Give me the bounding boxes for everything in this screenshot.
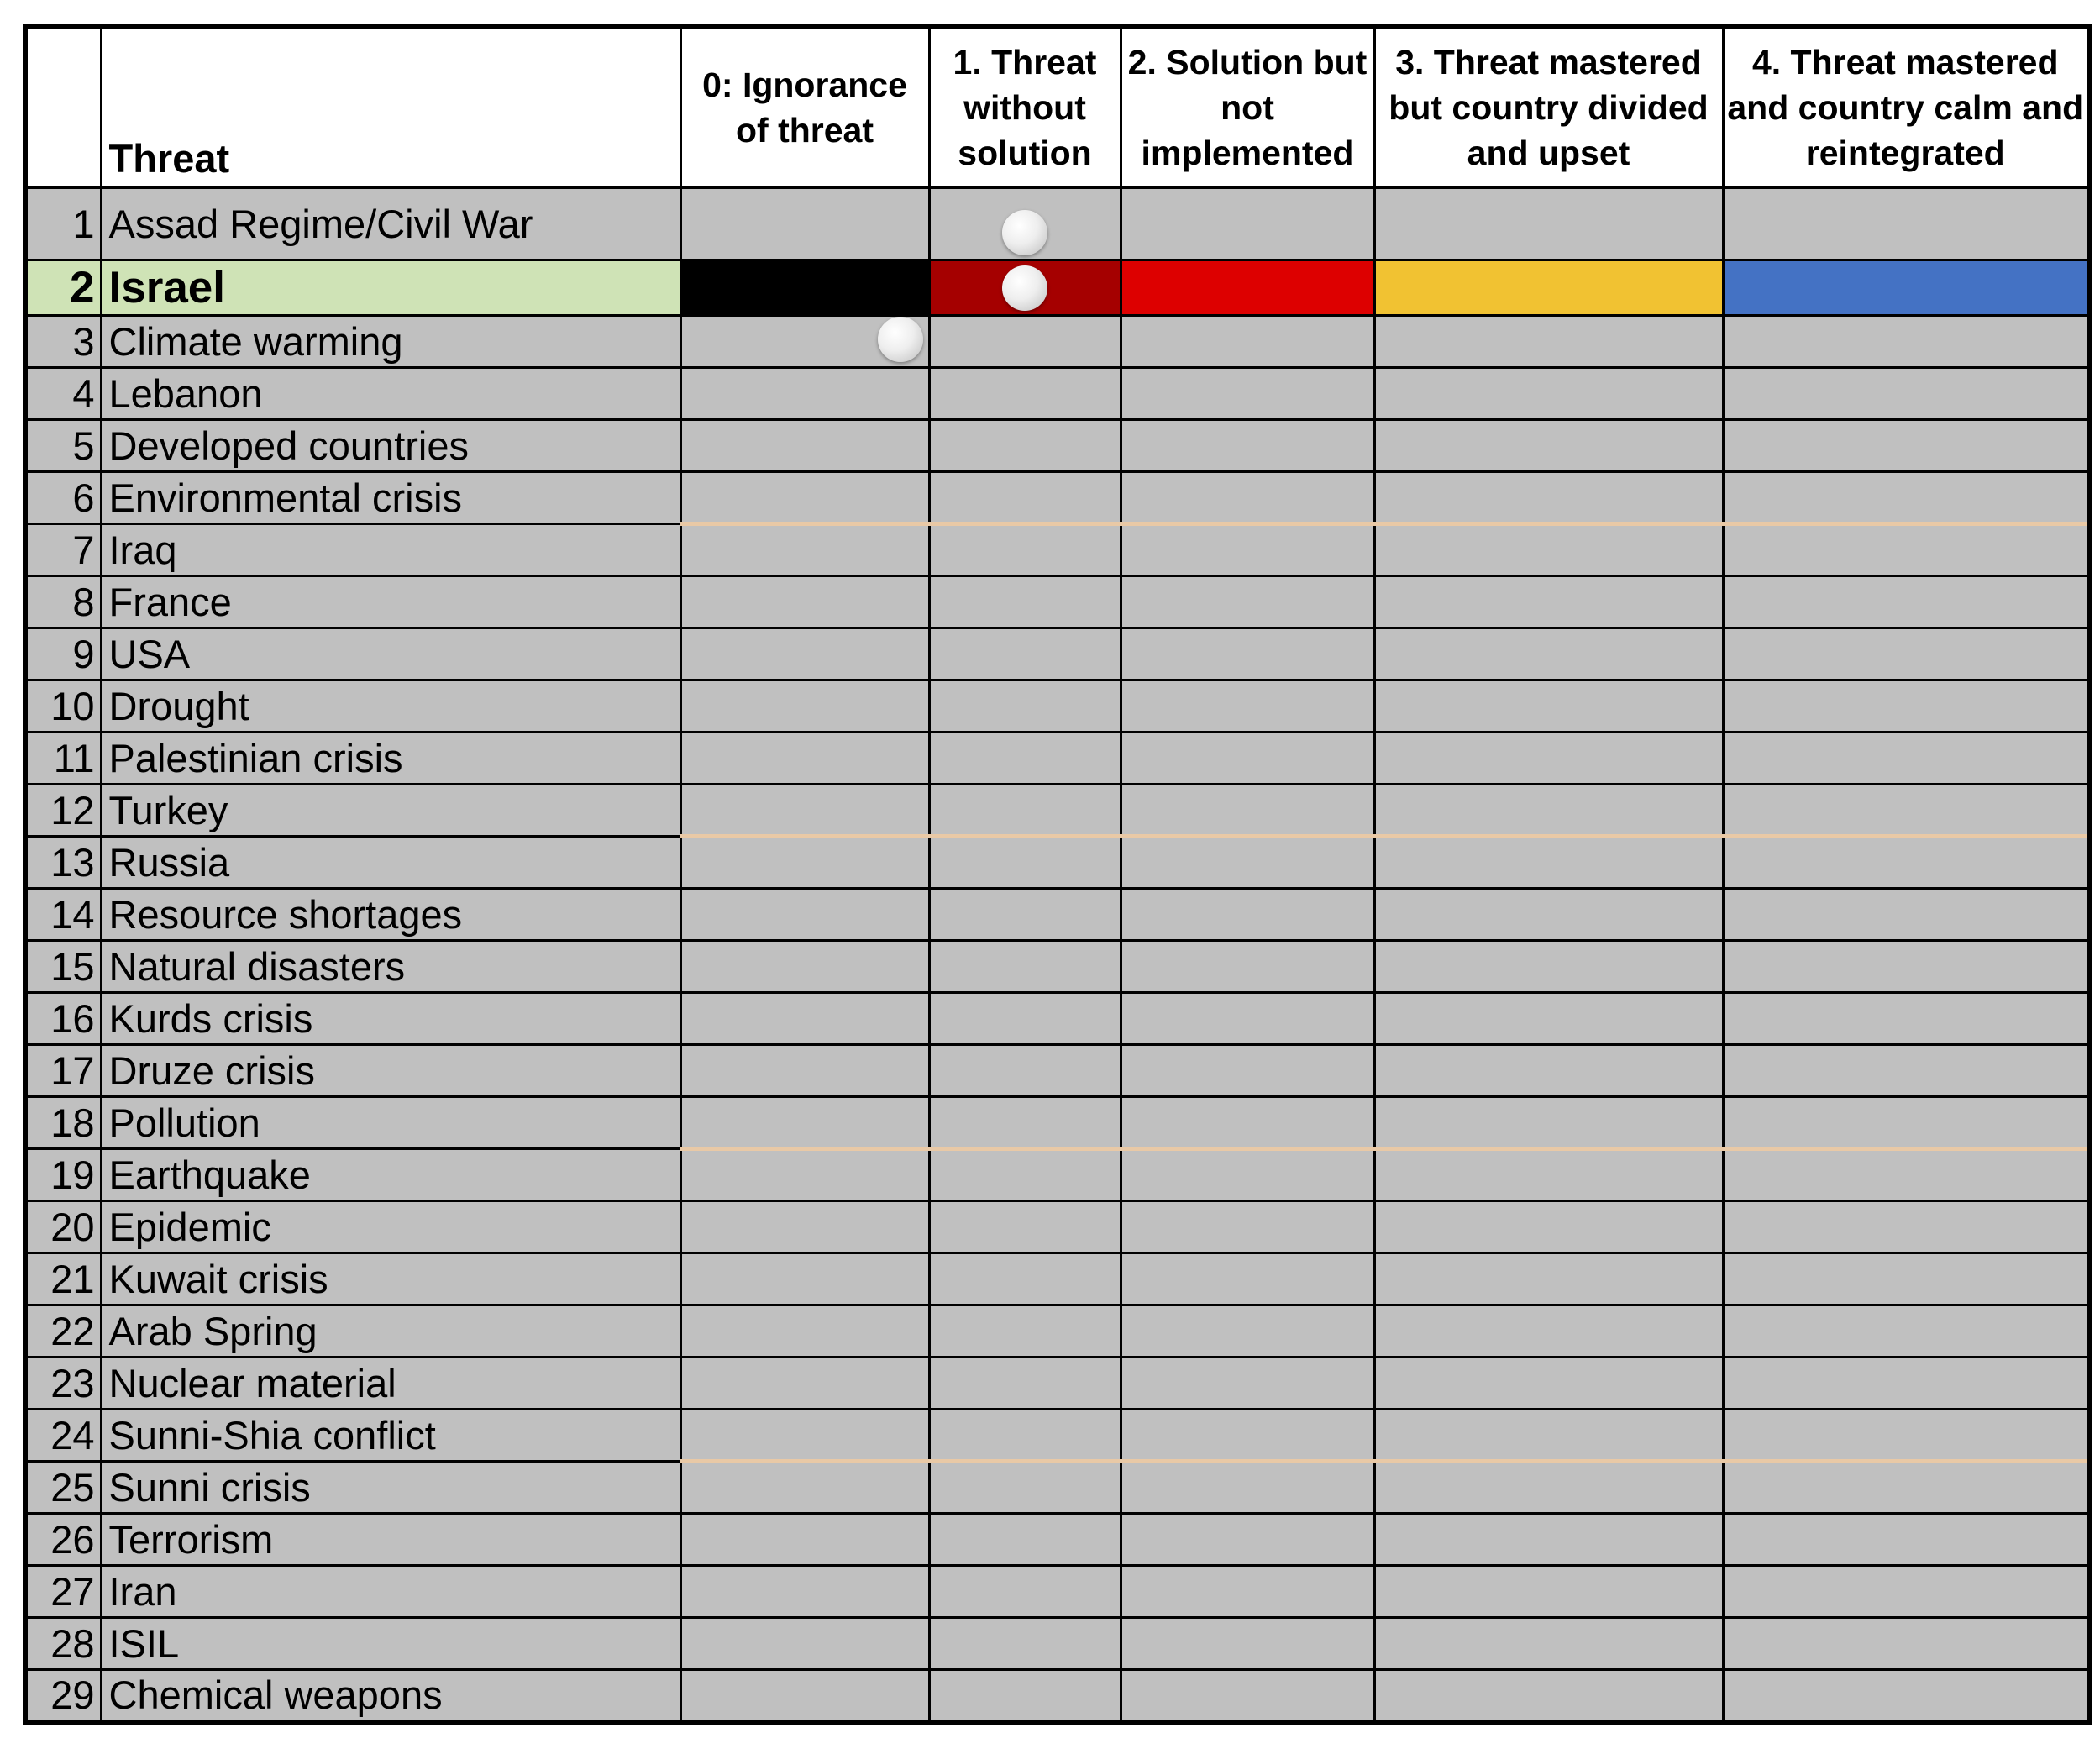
stage-cell-1 [929,472,1121,524]
stage-cell-1 [929,1201,1121,1253]
stage-cell-4 [1723,472,2089,524]
row-number: 14 [25,889,101,941]
stage-cell-0 [680,1462,929,1514]
stage-cell-4 [1723,1670,2089,1722]
table-row [25,1566,2089,1618]
stage-cell-2 [1121,1253,1374,1305]
row-number: 7 [25,524,101,576]
stage-cell-2 [1121,680,1374,733]
stage-cell-1 [929,1566,1121,1618]
table-row [25,1618,2089,1670]
stage-cell-0 [680,1149,929,1201]
stage-cell-0 [680,1097,929,1149]
stage-cell-1 [929,188,1121,260]
stage-cell-1 [929,1045,1121,1097]
stage-cell-1 [929,1305,1121,1358]
table-row [25,628,2089,680]
stage-cell-2 [1121,785,1374,837]
threat-name: Druze crisis [101,1045,680,1097]
stage-cell-3 [1374,680,1723,733]
header-num [25,26,101,188]
threat-name: Terrorism [101,1514,680,1566]
threat-name: Developed countries [101,420,680,472]
stage-cell-0 [680,1618,929,1670]
row-number: 23 [25,1358,101,1410]
stage-cell-3 [1374,1097,1723,1149]
threat-name: Lebanon [101,368,680,420]
threat-name: France [101,576,680,628]
row-number: 2 [25,260,101,316]
stage-cell-3 [1374,1410,1723,1462]
threat-stage-table-container [23,24,2087,1731]
stage-cell-4 [1723,1514,2089,1566]
stage-cell-2 [1121,1358,1374,1410]
stage-cell-0 [680,316,929,368]
stage-cell-2 [1121,1201,1374,1253]
stage-cell-0 [680,1253,929,1305]
header-threat: Threat [101,26,680,188]
row-number: 22 [25,1305,101,1358]
stage-cell-0 [680,576,929,628]
stage-cell-0 [680,1670,929,1722]
stage-cell-3 [1374,316,1723,368]
stage-cell-2 [1121,1514,1374,1566]
stage-cell-2 [1121,1149,1374,1201]
threat-stage-table [23,24,2092,1725]
threat-name: Assad Regime/Civil War [101,188,680,260]
stage-cell-0 [680,628,929,680]
stage-cell-0 [680,680,929,733]
table-row [25,889,2089,941]
row-number: 6 [25,472,101,524]
table-row [25,316,2089,368]
stage-cell-2 [1121,188,1374,260]
stage-cell-0 [680,941,929,993]
stage-cell-4 [1723,576,2089,628]
stage-cell-0 [680,368,929,420]
stage-cell-3 [1374,420,1723,472]
threat-name: Environmental crisis [101,472,680,524]
stage-cell-1 [929,1462,1121,1514]
row-number: 5 [25,420,101,472]
row-number: 4 [25,368,101,420]
row-number: 25 [25,1462,101,1514]
table-row [25,941,2089,993]
threat-name: Iraq [101,524,680,576]
row-number: 12 [25,785,101,837]
threat-name: USA [101,628,680,680]
threat-name: Resource shortages [101,889,680,941]
stage-cell-4 [1723,1149,2089,1201]
stage-cell-4 [1723,188,2089,260]
stage-cell-3 [1374,1670,1723,1722]
stage-cell-2 [1121,316,1374,368]
stage-cell-2 [1121,420,1374,472]
header-stage-4: 4. Threat mastered and country calm and reintegrated [1723,26,2089,188]
table-row [25,1670,2089,1722]
table-row [25,1201,2089,1253]
stage-cell-2 [1121,1670,1374,1722]
stage-cell-3 [1374,1201,1723,1253]
stage-cell-0 [680,1358,929,1410]
threat-name: Turkey [101,785,680,837]
stage-cell-3 [1374,1358,1723,1410]
stage-cell-2 [1121,1618,1374,1670]
stage-cell-4 [1723,316,2089,368]
stage-cell-1 [929,889,1121,941]
stage-cell-4 [1723,368,2089,420]
table-row [25,1149,2089,1201]
stage-cell-0 [680,1514,929,1566]
row-number: 17 [25,1045,101,1097]
stage-cell-3 [1374,889,1723,941]
threat-name: Sunni crisis [101,1462,680,1514]
row-number: 24 [25,1410,101,1462]
row-number: 21 [25,1253,101,1305]
table-row [25,1358,2089,1410]
stage-cell-4 [1723,1618,2089,1670]
threat-name: Pollution [101,1097,680,1149]
stage-cell-0 [680,889,929,941]
stage-cell-3 [1374,188,1723,260]
stage-cell-3 [1374,368,1723,420]
table-body [25,188,2089,1722]
table-row [25,524,2089,576]
row-number: 19 [25,1149,101,1201]
stage-cell-2 [1121,837,1374,889]
table-row [25,260,2089,316]
stage-cell-4 [1723,1253,2089,1305]
stage-cell-3 [1374,1045,1723,1097]
row-number: 11 [25,733,101,785]
table-row [25,188,2089,260]
stage-cell-2 [1121,733,1374,785]
stage-cell-1 [929,1149,1121,1201]
threat-name: Arab Spring [101,1305,680,1358]
header-stage-2: 2. Solution but not implemented [1121,26,1374,188]
stage-cell-1 [929,1097,1121,1149]
stage-cell-4 [1723,628,2089,680]
stage-cell-0 [680,1566,929,1618]
header-row [25,26,2089,188]
threat-name: Nuclear material [101,1358,680,1410]
stage-cell-1 [929,260,1121,316]
stage-cell-0 [680,785,929,837]
stage-cell-1 [929,733,1121,785]
stage-cell-3 [1374,472,1723,524]
stage-cell-4 [1723,1566,2089,1618]
stage-cell-3 [1374,628,1723,680]
stage-cell-1 [929,1358,1121,1410]
stage-cell-1 [929,420,1121,472]
stage-cell-0 [680,524,929,576]
table-row [25,993,2089,1045]
stage-cell-3 [1374,260,1723,316]
stage-cell-3 [1374,733,1723,785]
table-row [25,576,2089,628]
stage-cell-4 [1723,260,2089,316]
header-stage-1: 1. Threat without solution [929,26,1121,188]
stage-cell-3 [1374,1305,1723,1358]
stage-cell-4 [1723,1201,2089,1253]
stage-cell-1 [929,1253,1121,1305]
stage-cell-1 [929,993,1121,1045]
stage-cell-2 [1121,628,1374,680]
stage-cell-2 [1121,889,1374,941]
stage-cell-1 [929,576,1121,628]
stage-cell-1 [929,1670,1121,1722]
stage-marker [1002,265,1047,311]
stage-cell-4 [1723,993,2089,1045]
threat-name: Drought [101,680,680,733]
stage-cell-1 [929,785,1121,837]
header-stage-0: 0: Ignorance of threat [680,26,929,188]
row-number: 28 [25,1618,101,1670]
stage-cell-2 [1121,941,1374,993]
threat-name: Israel [101,260,680,316]
stage-cell-1 [929,628,1121,680]
row-number: 18 [25,1097,101,1149]
stage-cell-0 [680,837,929,889]
stage-marker [1002,210,1047,255]
table-row [25,1410,2089,1462]
stage-cell-2 [1121,260,1374,316]
header-stage-3: 3. Threat mastered but country divided and upset [1374,26,1723,188]
stage-cell-2 [1121,1410,1374,1462]
stage-cell-3 [1374,1514,1723,1566]
row-number: 15 [25,941,101,993]
stage-cell-1 [929,680,1121,733]
stage-cell-1 [929,1618,1121,1670]
stage-cell-2 [1121,993,1374,1045]
threat-name: Russia [101,837,680,889]
threat-name: Kuwait crisis [101,1253,680,1305]
stage-cell-3 [1374,837,1723,889]
stage-cell-4 [1723,680,2089,733]
table-row [25,1045,2089,1097]
stage-cell-3 [1374,1253,1723,1305]
threat-name: Epidemic [101,1201,680,1253]
row-number: 20 [25,1201,101,1253]
table-row [25,1253,2089,1305]
stage-cell-4 [1723,941,2089,993]
threat-name: Kurds crisis [101,993,680,1045]
stage-cell-4 [1723,420,2089,472]
row-number: 27 [25,1566,101,1618]
stage-cell-3 [1374,524,1723,576]
table-row [25,1514,2089,1566]
stage-cell-2 [1121,1305,1374,1358]
threat-name: Earthquake [101,1149,680,1201]
stage-cell-4 [1723,1097,2089,1149]
threat-name: ISIL [101,1618,680,1670]
stage-cell-0 [680,1201,929,1253]
table-row [25,680,2089,733]
stage-cell-4 [1723,1358,2089,1410]
stage-cell-0 [680,1045,929,1097]
stage-cell-3 [1374,1149,1723,1201]
stage-marker [878,317,923,362]
stage-cell-2 [1121,1045,1374,1097]
row-number: 29 [25,1670,101,1722]
stage-cell-2 [1121,524,1374,576]
threat-name: Climate warming [101,316,680,368]
row-number: 9 [25,628,101,680]
stage-cell-2 [1121,576,1374,628]
stage-cell-4 [1723,1410,2089,1462]
threat-name: Iran [101,1566,680,1618]
row-number: 26 [25,1514,101,1566]
stage-cell-1 [929,837,1121,889]
stage-cell-2 [1121,1566,1374,1618]
row-number: 1 [25,188,101,260]
threat-name: Chemical weapons [101,1670,680,1722]
threat-name: Palestinian crisis [101,733,680,785]
stage-cell-0 [680,1410,929,1462]
table-row [25,1097,2089,1149]
stage-cell-1 [929,368,1121,420]
row-number: 8 [25,576,101,628]
stage-cell-2 [1121,472,1374,524]
stage-cell-1 [929,1410,1121,1462]
stage-cell-3 [1374,1462,1723,1514]
table-row [25,785,2089,837]
table-row [25,420,2089,472]
threat-name: Sunni-Shia conflict [101,1410,680,1462]
stage-cell-1 [929,524,1121,576]
table-row [25,1462,2089,1514]
stage-cell-3 [1374,941,1723,993]
stage-cell-3 [1374,993,1723,1045]
row-number: 13 [25,837,101,889]
table-row [25,472,2089,524]
stage-cell-0 [680,188,929,260]
stage-cell-1 [929,941,1121,993]
table-row [25,837,2089,889]
stage-cell-0 [680,733,929,785]
stage-cell-4 [1723,1045,2089,1097]
stage-cell-2 [1121,1097,1374,1149]
stage-cell-3 [1374,576,1723,628]
stage-cell-2 [1121,368,1374,420]
table-row [25,733,2089,785]
threat-name: Natural disasters [101,941,680,993]
row-number: 10 [25,680,101,733]
stage-cell-0 [680,993,929,1045]
row-number: 3 [25,316,101,368]
stage-cell-4 [1723,733,2089,785]
stage-cell-1 [929,1514,1121,1566]
stage-cell-3 [1374,1618,1723,1670]
stage-cell-4 [1723,837,2089,889]
stage-cell-0 [680,420,929,472]
stage-cell-2 [1121,1462,1374,1514]
stage-cell-3 [1374,1566,1723,1618]
stage-cell-4 [1723,524,2089,576]
stage-cell-0 [680,1305,929,1358]
stage-cell-4 [1723,1462,2089,1514]
row-number: 16 [25,993,101,1045]
table-row [25,1305,2089,1358]
stage-cell-4 [1723,785,2089,837]
stage-cell-0 [680,472,929,524]
stage-cell-3 [1374,785,1723,837]
stage-cell-4 [1723,1305,2089,1358]
stage-cell-0 [680,260,929,316]
stage-cell-4 [1723,889,2089,941]
table-row [25,368,2089,420]
stage-cell-1 [929,316,1121,368]
